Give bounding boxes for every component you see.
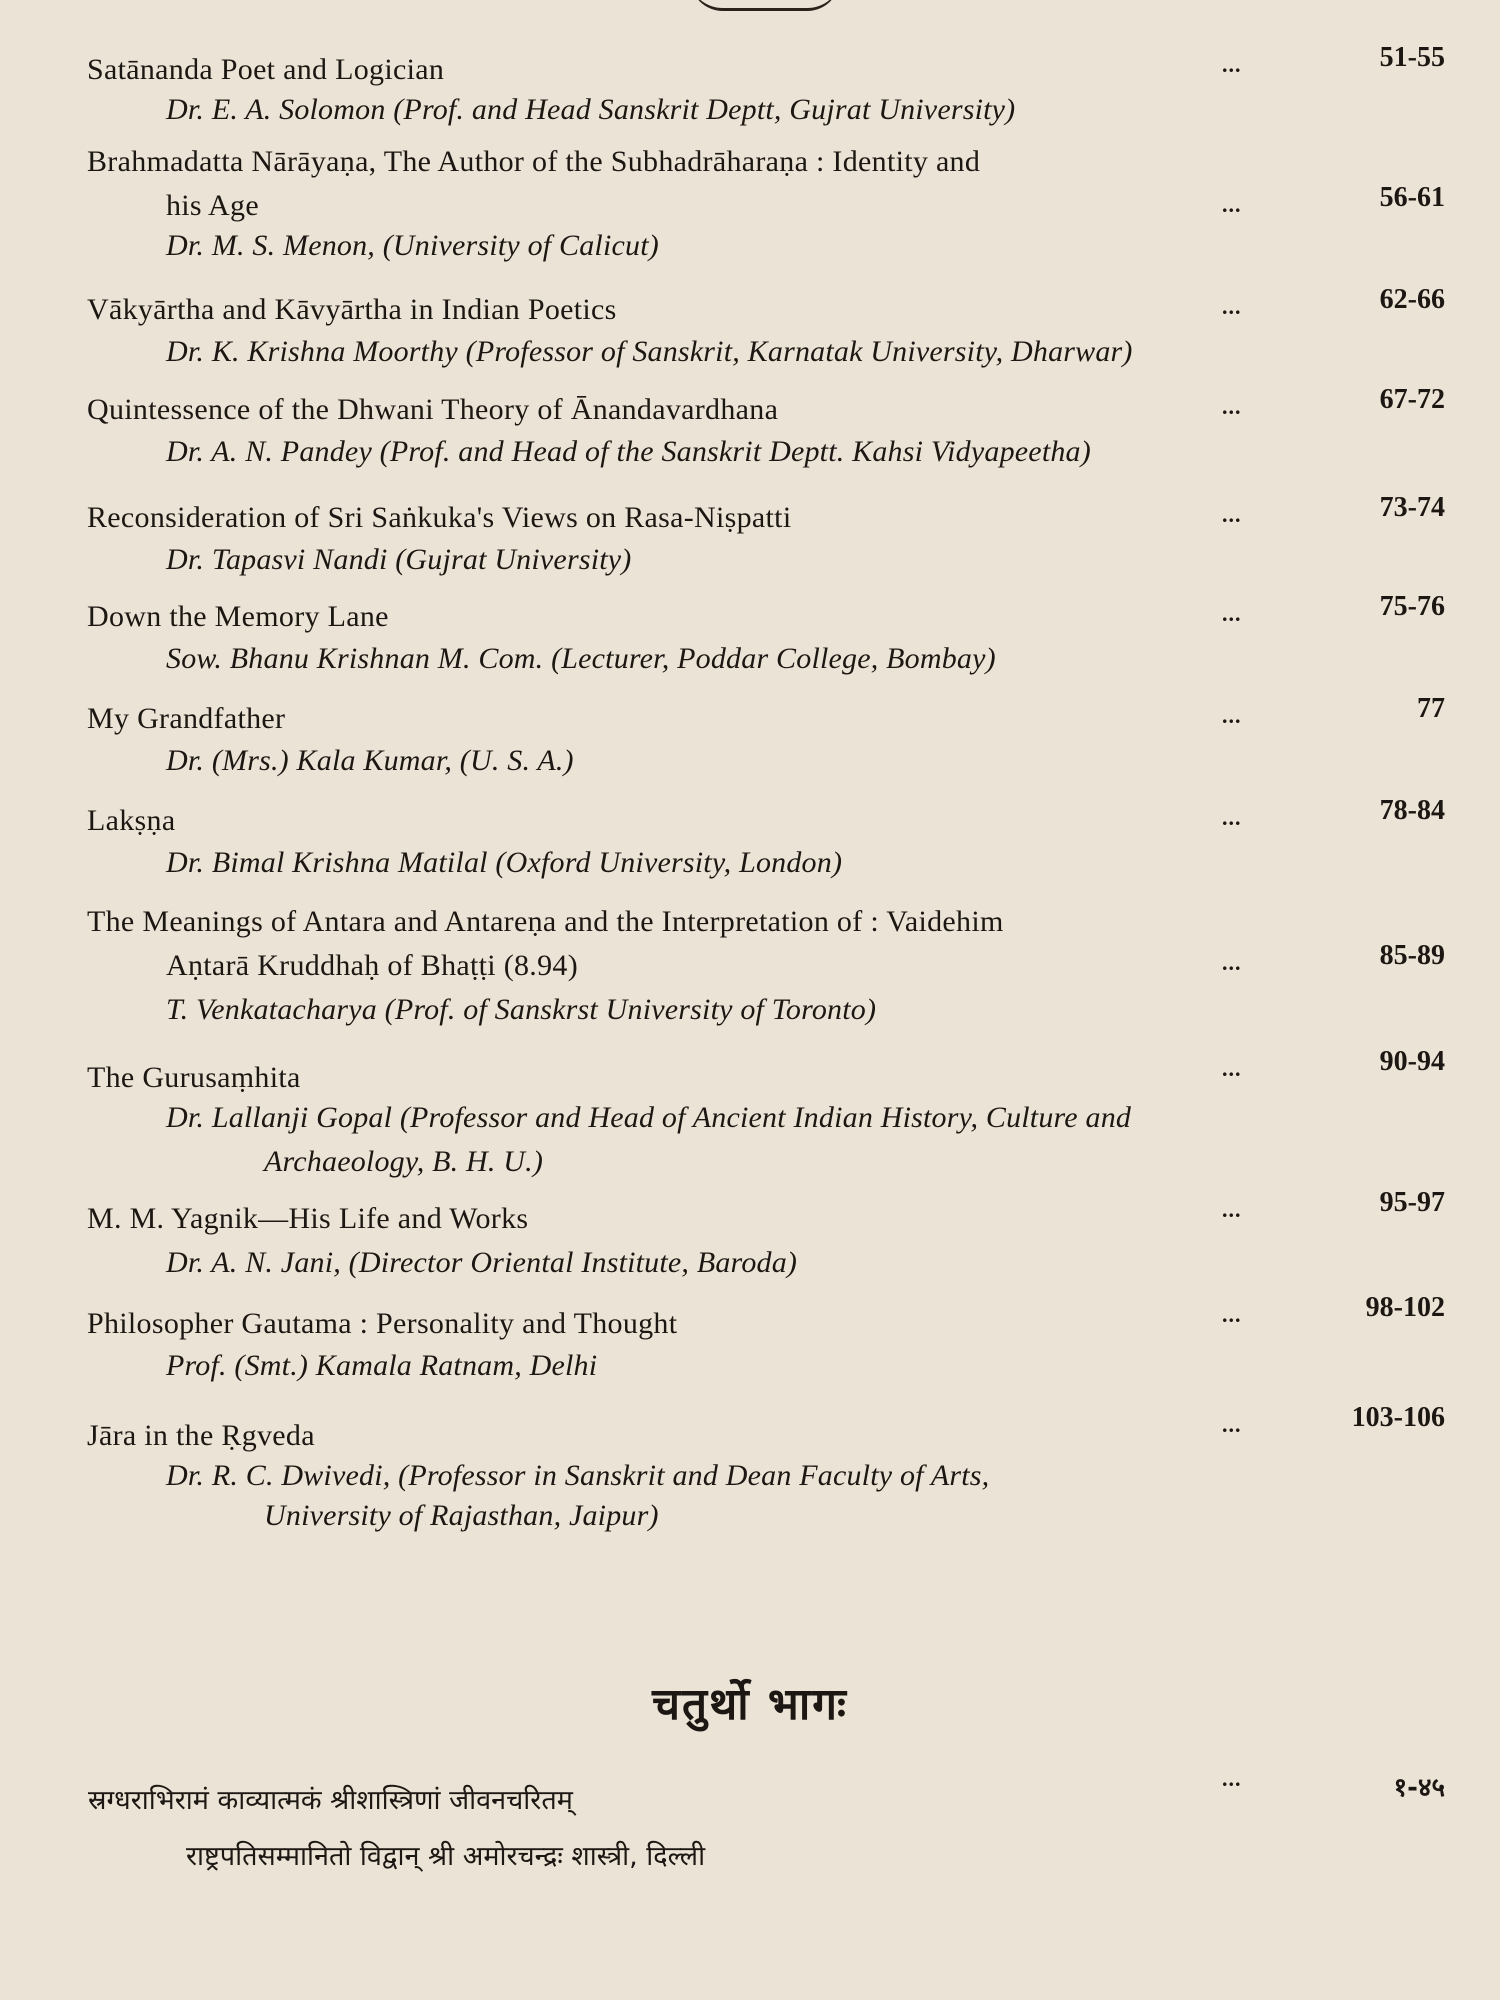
section-heading: चतुर्थो भागः [652, 1679, 848, 1730]
entry-author: Dr. M. S. Menon, (University of Calicut) [166, 229, 659, 262]
entry-pages: 56-61 [1379, 182, 1445, 213]
leader-dots: ... [1222, 1412, 1242, 1437]
entry-author: Dr. K. Krishna Moorthy (Professor of Sanskrit, Karnatak University, Dharwar) [166, 335, 1133, 368]
entry-author: Dr. Bimal Krishna Matilal (Oxford University, London) [166, 846, 843, 879]
section-entry-title: स्रग्धराभिरामं काव्यात्मकं श्रीशास्त्रिणां जीवनचरितम् [88, 1785, 573, 1816]
entry-pages: 75-76 [1379, 591, 1445, 622]
entry-title: Vākyārtha and Kāvyārtha in Indian Poetics [87, 293, 617, 326]
entry-pages: 73-74 [1379, 492, 1445, 523]
entry-pages: 67-72 [1379, 384, 1445, 415]
entry-title: M. M. Yagnik—His Life and Works [87, 1202, 529, 1235]
entry-title: Lakṣṇa [87, 804, 176, 837]
entry-pages: 62-66 [1379, 284, 1445, 315]
entry-author-continued: University of Rajasthan, Jaipur) [264, 1499, 659, 1532]
leader-dots: ... [1222, 294, 1242, 319]
entry-pages: 51-55 [1379, 42, 1445, 73]
leader-dots: ... [1222, 502, 1242, 527]
entry-author: Prof. (Smt.) Kamala Ratnam, Delhi [166, 1349, 598, 1382]
entry-title: Down the Memory Lane [87, 600, 389, 633]
entry-author: Sow. Bhanu Krishnan M. Com. (Lecturer, Poddar College, Bombay) [166, 642, 996, 675]
entry-pages: 77 [1417, 693, 1445, 724]
entry-title: Satānanda Poet and Logician [87, 53, 445, 86]
leader-dots: ... [1222, 805, 1242, 830]
entry-pages: 103-106 [1351, 1402, 1445, 1433]
leader-dots: ... [1222, 52, 1242, 77]
entry-title-continued: Aṇtarā Kruddhaḥ of Bhaṭṭi (8.94) [166, 949, 578, 982]
leader-dots: ... [1222, 1056, 1242, 1081]
leader-dots: ... [1222, 1197, 1242, 1222]
entry-title: Quintessence of the Dhwani Theory of Ānandavardhana [87, 393, 779, 426]
entry-author-continued: Archaeology, B. H. U.) [264, 1145, 544, 1178]
leader-dots: ... [1222, 1302, 1242, 1327]
top-bracket-mark [690, 0, 840, 11]
entry-author: Dr. R. C. Dwivedi, (Professor in Sanskrit and Dean Faculty of Arts, [166, 1459, 990, 1492]
entry-author: Dr. A. N. Jani, (Director Oriental Institute, Baroda) [166, 1246, 798, 1279]
entry-author: Dr. Tapasvi Nandi (Gujrat University) [166, 543, 632, 576]
entry-pages: 90-94 [1379, 1046, 1445, 1077]
entry-title: Brahmadatta Nārāyaṇa, The Author of the Subhadrāharaṇa : Identity and [87, 145, 981, 178]
leader-dots: ... [1222, 703, 1242, 728]
entry-pages: 95-97 [1379, 1187, 1445, 1218]
section-entry-author: राष्ट्रपतिसम्मानितो विद्वान् श्री अमोरचन्द्रः शास्त्री, दिल्ली [186, 1841, 706, 1872]
entry-pages: 85-89 [1379, 940, 1445, 971]
entry-title: Jāra in the Ṛgveda [87, 1419, 315, 1452]
entry-title: My Grandfather [87, 702, 286, 735]
entry-title: Philosopher Gautama : Personality and Thought [87, 1307, 678, 1340]
leader-dots: ... [1222, 601, 1242, 626]
leader-dots: ... [1222, 1766, 1242, 1791]
entry-author: Dr. E. A. Solomon (Prof. and Head Sanskrit Deptt, Gujrat University) [166, 93, 1016, 126]
entry-author: T. Venkatacharya (Prof. of Sanskrst University of Toronto) [166, 993, 877, 1026]
leader-dots: ... [1222, 192, 1242, 217]
entry-title-continued: his Age [166, 189, 259, 222]
section-entry-pages: १-४५ [1393, 1773, 1445, 1803]
entry-title: The Gurusaṃhita [87, 1061, 301, 1094]
entry-author: Dr. Lallanji Gopal (Professor and Head of Ancient Indian History, Culture and [166, 1101, 1132, 1134]
entry-pages: 78-84 [1379, 795, 1445, 826]
entry-pages: 98-102 [1365, 1292, 1445, 1323]
entry-author: Dr. (Mrs.) Kala Kumar, (U. S. A.) [166, 744, 574, 777]
leader-dots: ... [1222, 394, 1242, 419]
entry-author: Dr. A. N. Pandey (Prof. and Head of the Sanskrit Deptt. Kahsi Vidyapeetha) [166, 435, 1091, 468]
leader-dots: ... [1222, 950, 1242, 975]
entry-title: Reconsideration of Sri Saṅkuka's Views on Rasa-Niṣpatti [87, 501, 792, 534]
entry-title: The Meanings of Antara and Antareṇa and the Interpretation of : Vaidehim [87, 905, 1004, 938]
